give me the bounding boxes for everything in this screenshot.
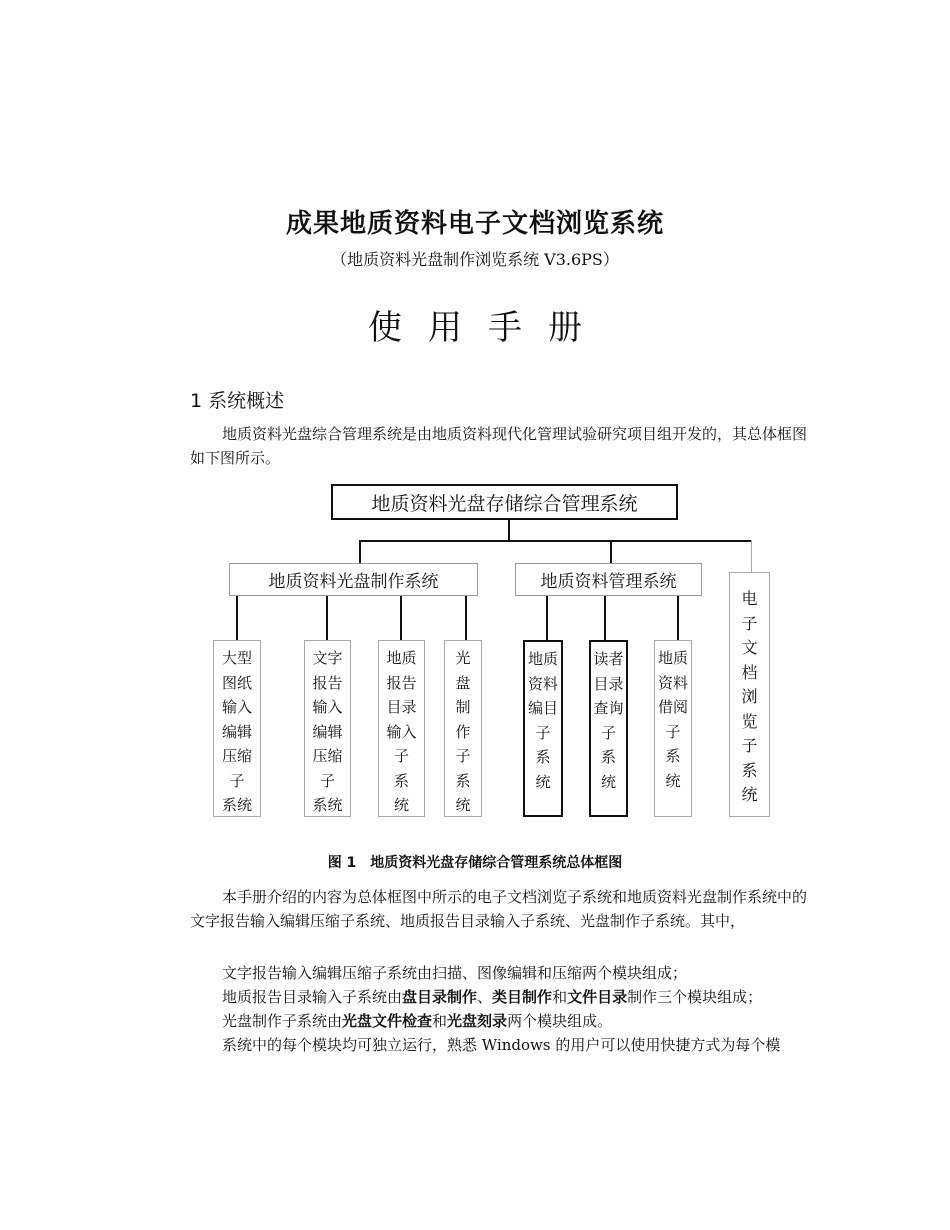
- connector: [751, 540, 752, 572]
- line-text: 和: [432, 1012, 448, 1030]
- connector: [610, 540, 612, 564]
- section-heading: 1 系统概述: [190, 390, 285, 412]
- connector: [508, 520, 510, 542]
- line-text: 制作三个模块组成；: [627, 988, 763, 1006]
- module-line-text-report: 文字报告输入编辑压缩子系统由扫描、图像编辑和压缩两个模块组成；: [222, 964, 688, 982]
- diagram-management-system-box: 地质资料管理系统: [515, 563, 702, 596]
- module-line-report-catalog: [222, 985, 762, 1009]
- connector: [236, 596, 238, 640]
- connector: [326, 596, 328, 640]
- connector: [400, 596, 402, 640]
- document-subtitle: （地质资料光盘制作浏览系统 V3.6PS）: [331, 250, 619, 269]
- diagram-report-catalog-subsystem-box: 地质 报告 目录 输入 子 系 统: [378, 640, 425, 817]
- module-line-disc-making: [222, 1009, 612, 1033]
- line-text: 光盘制作子系统由: [222, 1012, 343, 1030]
- line-text: 两个模块组成。: [507, 1012, 613, 1030]
- diagram-text-report-subsystem-box: 文字 报告 输入 编辑 压缩 子 系统: [304, 640, 351, 817]
- line-text: 、: [477, 988, 493, 1006]
- connector: [546, 596, 548, 640]
- line-text: 和: [552, 988, 568, 1006]
- connector: [604, 596, 606, 640]
- diagram-large-drawing-subsystem-box: 大型 图纸 输入 编辑 压缩 子 系统: [213, 640, 261, 817]
- module-line-independent-run: 系统中的每个模块均可独立运行，熟悉 Windows 的用户可以使用快捷方式为每个模: [222, 1036, 781, 1054]
- figure-caption: 图 1 地质资料光盘存储综合管理系统总体框图: [327, 855, 623, 871]
- manual-heading: 使用手册: [368, 308, 608, 348]
- module-name-disc-catalog: 盘目录制作: [402, 988, 478, 1006]
- line-text: 地质报告目录输入子系统由: [222, 988, 403, 1006]
- diagram-production-system-box: 地质资料光盘制作系统: [229, 563, 478, 596]
- intro-paragraph: 地质资料光盘综合管理系统是由地质资料现代化管理试验研究项目组开发的，其总体框图如下图所示。: [190, 425, 808, 467]
- diagram-edoc-browse-subsystem-box: 电 子 文 档 浏 览 子 系 统: [729, 572, 770, 817]
- connector: [359, 540, 361, 564]
- diagram-disc-making-subsystem-box: 光 盘 制 作 子 系 统: [444, 640, 482, 817]
- diagram-data-cataloging-subsystem-box: 地质 资料 编目 子 系 统: [523, 640, 563, 817]
- module-name-file-catalog: 文件目录: [567, 988, 628, 1006]
- module-name-disc-burning: 光盘刻录: [447, 1012, 508, 1030]
- connector: [359, 540, 752, 542]
- module-name-disc-file-check: 光盘文件检查: [342, 1012, 433, 1030]
- diagram-reader-query-subsystem-box: 读者 目录 查询 子 系 统: [589, 640, 628, 817]
- diagram-data-borrowing-subsystem-box: 地质 资料 借阅 子 系 统: [654, 640, 692, 817]
- body-paragraph: 本手册介绍的内容为总体框图中所示的电子文档浏览子系统和地质资料光盘制作系统中的文字报告输入编辑压缩子系统、地质报告目录输入子系统、光盘制作子系统。其中，: [190, 888, 808, 930]
- document-title: 成果地质资料电子文档浏览系统: [285, 209, 664, 239]
- connector: [465, 596, 467, 640]
- module-name-category: 类目制作: [492, 988, 553, 1006]
- connector: [677, 596, 679, 640]
- diagram-root-box: 地质资料光盘存储综合管理系统: [331, 484, 678, 520]
